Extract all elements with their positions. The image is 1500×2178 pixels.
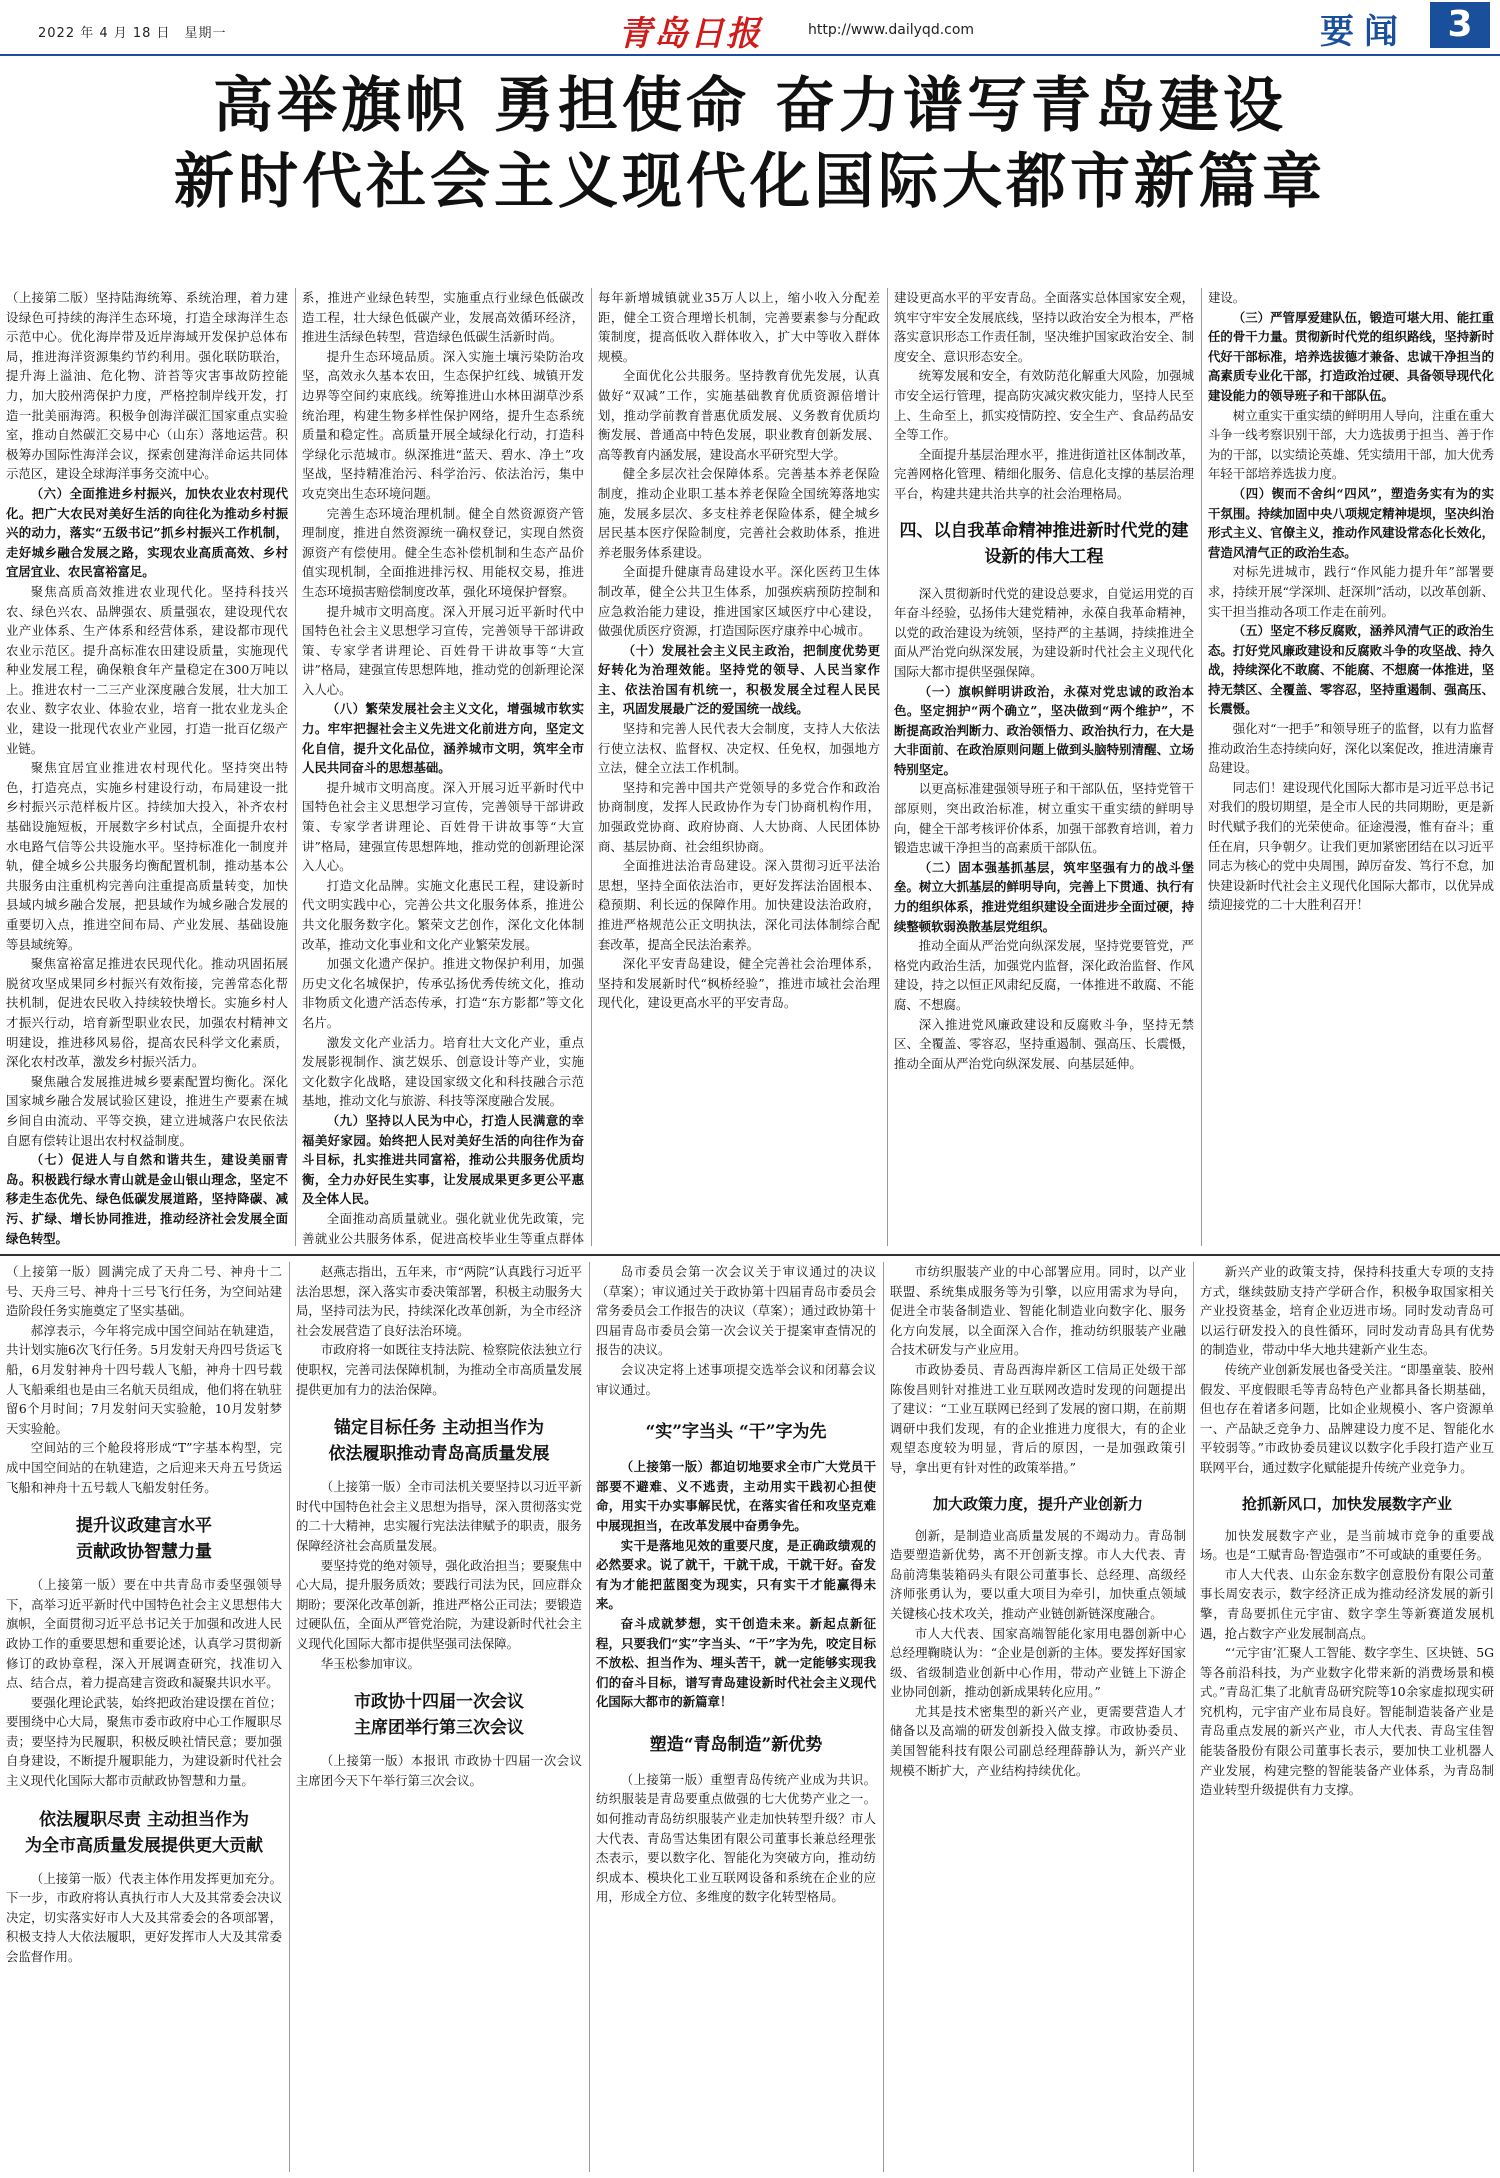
paragraph: 深入推进党风廉政建设和反腐败斗争，坚持无禁区、全覆盖、零容忍，坚持重遏制、强高压、长震慑，推动全面从严治党向纵深发展、向基层延伸。	[894, 1016, 1194, 1071]
paragraph: 郝淳表示，今年将完成中国空间站在轨建造，共计划实施6次飞行任务。5月发射天舟四号货运飞船，6月发射神舟十四号载人飞船，神舟十四号载人飞船乘组也是由三名航天员组成，他们将在轨驻留6个月时间；7月发射问天实验舱，10月发射梦天实验舱。	[6, 1322, 282, 1436]
subheading: （三）严管厚爱建队伍，锻造可堪大用、能扛重任的骨干力量。贯彻新时代党的组织路线，坚持新时代好干部标准，培养选拔德才兼备、忠诚干净担当的高素质专业化干部，打造政治过硬、具备领导现代化建设能力的领导班子和干部队伍。	[1208, 309, 1494, 403]
paragraph: （上接第一版）代表主体作用发挥更加充分。下一步，市政府将认真执行市人大及其常委会决议决定，切实落实好市人大及其常委会的各项部署，积极支持人大依法履职，更好发挥市人大及其常委会监督作用。	[6, 1870, 282, 1965]
paragraph: 实干是落地见效的重要尺度，是正确政绩观的必然要求。说了就干，干就干成，干就干好。奋发有为才能把蓝图变为现实，只有实干才能赢得未来。	[596, 1537, 876, 1612]
paragraph: 全面提升健康青岛建设水平。深化医药卫生体制改革，健全公共卫生体系，加强疾病预防控制和应急救治能力建设，推进国家区域医疗中心建设，做强优质医疗资源，打造国际医疗康养中心城市。	[598, 564, 880, 639]
paragraph: （上接第一版）重塑青岛传统产业成为共识。纺织服装是青岛要重点做强的七大优势产业之一。如何推动青岛纺织服装产业走加快转型升级？市人大代表、青岛雪达集团有限公司董事长兼总经理张杰表示，要以数字化、智能化为突破方向，推动纺织成本、模块化工业互联网设备和系统在企业的应用，形成全方位、多维度的数字化转型格局。	[596, 1771, 876, 1905]
paragraph: 深入贯彻新时代党的建设总要求，自觉运用党的百年奋斗经验，弘扬伟大建党精神，永葆自我革命精神，以党的政治建设为统领，坚持严的主基调，持续推进全面从严治党向纵深发展，为建设新时代社会主义现代化国际大都市提供坚强保障。	[894, 585, 1194, 679]
bottom-column-3	[596, 1262, 876, 2172]
paragraph: 加快发展数字产业，是当前城市竞争的重要战场。也是“工赋青岛·智造强市”不可或缺的重要任务。	[1200, 1527, 1494, 1563]
paragraph: 坚持和完善中国共产党领导的多党合作和政治协商制度，发挥人民政协作为专门协商机构作用，加强政党协商、政府协商、人大协商、人民团体协商、基层协商、社会组织协商。	[598, 779, 880, 854]
paragraph: 坚持和完善人民代表大会制度，支持人大依法行使立法权、监督权、决定权、任免权，加强地方立法，健全立法工作机制。	[598, 721, 880, 776]
article-title-line-1: 提升议政建言水平	[76, 1516, 212, 1537]
paragraph: 建设。	[1208, 290, 1246, 305]
paragraph: 树立重实干重实绩的鲜明用人导向，注重在重大斗争一线考察识别干部，大力选拔勇于担当、善于作为的干部，以实绩论英雄、凭实绩用干部，加大优秀年轻干部培养选拔力度。	[1208, 407, 1494, 482]
column-divider	[589, 1262, 590, 2172]
paragraph: 深化平安青岛建设，健全完善社会治理体系，坚持和发展新时代“枫桥经验”，推进市域社会治理现代化，建设更高水平的平安青岛。	[598, 956, 880, 1011]
column-divider	[1193, 1262, 1194, 2172]
article-title-line-2: 依法履职推动青岛高质量发展	[328, 1444, 550, 1465]
article-title-line-2: 为全市高质量发展提供更大贡献	[25, 1835, 263, 1856]
paragraph: （上接第一版）全市司法机关要坚持以习近平新时代中国特色社会主义思想为指导，深入贯彻落实党的二十大精神，忠实履行宪法法律赋予的职责，服务保障经济社会高质量发展。	[296, 1479, 582, 1553]
paragraph: （上接第二版）坚持陆海统筹、系统治理，着力建设绿色可持续的海洋生态环境，打造全球海洋生态示范中心。优化海岸带及近岸海域开发保护总体布局，推进海洋资源集约节约利用。强化联防联治，提升海上溢油、危化物、浒苔等灾害事故防控能力，加大胶州湾保护力度，严格控制岸线开发，打造一批美丽海湾。积极争创海洋碳汇国家重点实验室，推动自然碳汇交易中心（山东）落地运营。积极筹办国际性海洋会议，探索创建海洋命运共同体示范区，建设全球海洋事务交流中心。	[6, 290, 288, 482]
paragraph: 传统产业创新发展也备受关注。“即墨童装、胶州假发、平度假眼毛等青岛特色产业都具备长期基础，但也存在着诸多问题，比如企业规模小、客户资源单一、产品缺乏竞争力、品牌建设力度不足、智能化水平较弱等。”市政协委员建议以数字化手段打造产业互联网平台，通过数字化赋能提升传统产业竞争力。	[1200, 1361, 1494, 1475]
paragraph: 聚焦富裕富足推进农民现代化。推动巩固拓展脱贫攻坚成果同乡村振兴有效衔接，完善常态化帮扶机制，促进农民收入持续较快增长。实施乡村人才振兴行动，培育新型职业农民，加强农村精神文明建设，推进移风易俗，提高农民科学文化素质，深化农村改革，激发乡村振兴活力。	[6, 956, 288, 1070]
column-divider	[887, 288, 888, 1246]
paragraph: （上接第一版）圆满完成了天舟二号、神舟十二号、天舟三号、神舟十三号飞行任务，为空间站建造阶段任务实施奠定了坚实基础。	[6, 1264, 282, 1319]
bottom-column-1	[6, 1262, 282, 2172]
page-number: 3	[1430, 2, 1490, 48]
paragraph: 全面提升基层治理水平，推进街道社区体制改革，完善网格化管理、精细化服务、信息化支撑的基层治理平台，构建共建共治共享的社会治理格局。	[894, 446, 1194, 501]
paragraph: 全面推进法治青岛建设。深入贯彻习近平法治思想，坚持全面依法治市，更好发挥法治固根本、稳预期、利长远的保障作用。加快建设法治政府，推进严格规范公正文明执法，深化司法体制综合配套改革，提高全民法治素养。	[598, 858, 880, 952]
subheading: （二）固本强基抓基层，筑牢坚强有力的战斗堡垒。树立大抓基层的鲜明导向，完善上下贯通、执行有力的组织体系，推进党组织建设全面进步全面过硬，持续整顿软弱涣散基层党组织。	[894, 859, 1194, 934]
article-title-line-1: 依法履职尽责 主动担当作为	[39, 1809, 249, 1830]
article-subtitle: 抢抓新风口，加快发展数字产业	[1241, 1494, 1452, 1513]
paragraph: “‘元宇宙’汇聚人工智能、数字孪生、区块链、5G等各前沿科技，为产业数字化带来新的消费场景和模式。”青岛汇集了北航青岛研究院等10余家虚拟现实研究机构，元宇宙产业布局良好。智能制造装备产业是青岛重点发展的新兴产业，市人大代表、青岛宝佳智能装备股份有限公司董事长表示，要加快工业机器人产业发展，构建完整的智能装备产业体系，为青岛制造业转型升级提供有力支撑。	[1200, 1645, 1494, 1798]
paragraph: 奋斗成就梦想，实干创造未来。新起点新征程，只要我们“实”字当头、“干”字为先，咬定目标不放松、担当作为、埋头苦干，就一定能够实现我们的奋斗目标，谱写青岛建设新时代社会主义现代化国际大都市的新篇章！	[596, 1615, 876, 1710]
newspaper-logo: 青岛日报	[618, 14, 762, 54]
paragraph: 市人大代表、山东金东数字创意股份有限公司董事长周安表示，数字经济正成为推动经济发展的新引擎，青岛要抓住元宇宙、数字孪生等新赛道发展机遇，抢占数字产业发展制高点。	[1200, 1566, 1494, 1641]
paragraph: 创新，是制造业高质量发展的不竭动力。青岛制造要塑造新优势，离不开创新支撑。市人大代表、青岛前湾集装箱码头有限公司董事长、总经理、高级经济师张勇认为，要以重大项目为牵引，加快重点领域关键核心技术攻关，推动产业链创新链深度融合。	[890, 1527, 1186, 1621]
article-subtitle: 加大政策力度，提升产业创新力	[932, 1494, 1143, 1513]
paragraph: 健全多层次社会保障体系。完善基本养老保险制度，推动企业职工基本养老保险全国统筹落地实施，发展多层次、多支柱养老保险体系，健全城乡居民基本医疗保险制度，完善社会救助体系，推进养老服务体系建设。	[598, 466, 880, 560]
subheading: （四）锲而不舍纠“四风”，塑造务实有为的实干氛围。持续加固中央八项规定精神堤坝，坚决纠治形式主义、官僚主义，推动作风建设常态化长效化，营造风清气正的政治生态。	[1208, 485, 1494, 560]
bottom-column-4	[890, 1262, 1186, 2172]
paragraph: （上接第一版）都迫切地要求全市广大党员干部要不避难、义不逃责，主动用实干践初心担使命，用实干办实事解民忧，在落实省任和攻坚克难中展现担当，在改革发展中奋勇争先。	[596, 1459, 876, 1533]
bottom-column-5	[1200, 1262, 1494, 2172]
column-divider	[591, 288, 592, 1246]
masthead	[0, 0, 1500, 56]
subheading: （七）促进人与自然和谐共生，建设美丽青岛。积极践行绿水青山就是金山银山理念，坚定不移走生态优先、绿色低碳发展道路，坚持降碳、减污、扩绿、增长协同推进，推动经济社会发展全面绿色转型。	[6, 1152, 288, 1246]
paragraph: 加强文化遗产保护。推进文物保护利用，加强历史文化名城保护，传承弘扬优秀传统文化，推动非物质文化遗产活态传承，打造“东方影都”等文化名片。	[302, 956, 584, 1030]
article-title	[296, 1689, 582, 1741]
article-title	[296, 1415, 582, 1467]
article-title: “实”字当头 “干”字为先	[645, 1422, 827, 1443]
top-article-column-2	[302, 288, 584, 1246]
subheading: （一）旗帜鲜明讲政治，永葆对党忠诚的政治本色。坚定拥护“两个确立”，坚决做到“两个维护”，不断提高政治判断力、政治领悟力、政治执行力，在大是大非面前、在政治原则问题上做到头脑特别清醒、立场特别坚定。	[894, 683, 1194, 777]
subheading: （九）坚持以人民为中心，打造人民满意的幸福美好家园。始终把人民对美好生活的向往作为奋斗目标，扎实推进共同富裕，推动公共服务优质均衡，全力办好民生实事，让发展成果更多更公平惠及全体人民。	[302, 1112, 584, 1207]
article-title	[6, 1807, 282, 1859]
paragraph: 完善生态环境治理机制。健全自然资源资产管理制度，推进自然资源统一确权登记，实现自然资源资产有偿使用。健全生态补偿机制和生态产品价值实现机制，全面推进排污权、用能权交易，推进生态环境损害赔偿制度改革，强化环境保护督察。	[302, 505, 584, 599]
headline-line-1: 高举旗帜 勇担使命 奋力谱写青岛建设	[213, 71, 1287, 141]
paragraph: 空间站的三个舱段将形成“T”字基本构型，完成中国空间站的在轨建造，之后迎来天舟五号货运飞船和神舟十五号载人飞船发射任务。	[6, 1440, 282, 1495]
article-title-line-2: 贡献政协智慧力量	[76, 1542, 212, 1563]
paragraph: 新兴产业的政策支持，保持科技重大专项的支持方式，继续鼓励支持产学研合作，积极争取国家相关产业投资基金，培育企业迈进市场。同时发动青岛可以运行研发投入的良性循环，同时发动青岛具有优势的制造业，带动中华大地共建新产业生态。	[1200, 1264, 1494, 1358]
paragraph: 打造文化品牌。实施文化惠民工程，建设新时代文明实践中心，完善公共文化服务体系，推进公共文化服务数字化。繁荣文艺创作，深化文化体制改革，推动文化事业和文化产业繁荣发展。	[302, 877, 584, 952]
column-divider	[295, 288, 296, 1246]
paragraph: 激发文化产业活力。培育壮大文化产业，重点发展影视制作、演艺娱乐、创意设计等产业，实施文化数字化战略，建设国家级文化和科技融合示范基地，推动文化与旅游、科技等深度融合发展。	[302, 1034, 584, 1109]
paragraph: 对标先进城市，践行“作风能力提升年”部署要求，持续开展“学深圳、赶深圳”活动，以改革创新、实干担当推动各项工作走在前列。	[1208, 564, 1494, 619]
paragraph: 聚焦高质高效推进农业现代化。坚持科技兴农、绿色兴农、品牌强农、质量强农，建设现代农业产业体系、生产体系和经营体系，建设都市现代农业示范区。提升高标准农田建设质量，实施现代种业发展工程，确保粮食年产量稳定在300万吨以上。推进农村一二三产业深度融合发展，壮大加工农业、数字农业、体验农业，培育一批农业龙头企业，建设一批现代农业产业园，打造一批百亿级产业链。	[6, 583, 288, 756]
issue-date: 2022 年 4 月 18 日 星期一	[38, 26, 227, 41]
paragraph: 每年新增城镇就业35万人以上，缩小收入分配差距，健全工资合理增长机制，完善要素参与分配政策制度，提高低收入群体收入，扩大中等收入群体规模。	[598, 290, 880, 364]
top-article-column-5	[1208, 288, 1494, 1246]
paragraph: 市政协委员、青岛西海岸新区工信局正处级干部陈俊昌则针对推进工业互联网改造时发现的问题提出了建议：“工业互联网已经到了发展的窗口期，在前期调研中我们发现，有的企业推进力度很大，有的企业观望态度较为明显，背后的原因，一是加强政策引导，拿出更有针对性的政策举措。”	[890, 1361, 1186, 1475]
paragraph: 建设更高水平的平安青岛。全面落实总体国家安全观，筑牢守牢安全发展底线，坚持以政治安全为根本，严格落实意识形态工作责任制，坚决维护国家政治安全、制度安全、意识形态安全。	[894, 290, 1194, 364]
paragraph: 同志们！建设现代化国际大都市是习近平总书记对我们的殷切期望，是全市人民的共同期盼，更是新时代赋予我们的光荣使命。征途漫漫，惟有奋斗；重任在肩，只争朝夕。让我们更加紧密团结在以习近平同志为核心的党中央周围，踔厉奋发、笃行不怠，加快建设新时代社会主义现代化国际大都市，以优异成绩迎接党的二十大胜利召开！	[1208, 779, 1494, 913]
paragraph: （上接第一版）要在中共青岛市委坚强领导下，高举习近平新时代中国特色社会主义思想伟大旗帜，全面贯彻习近平总书记关于加强和改进人民政协工作的重要思想和重要论述，认真学习贯彻新修订的政协章程，深入开展调查研究，找准切入点、结合点，着力提高建言资政和凝聚共识水平。	[6, 1577, 282, 1691]
article-title-line-2: 主席团举行第三次会议	[354, 1718, 524, 1739]
paragraph: （上接第一版）本报讯 市政协十四届一次会议主席团今天下午举行第三次会议。	[296, 1753, 582, 1788]
paragraph: 市人大代表、国家高端智能化家用电器创新中心总经理鞠晓认为：“企业是创新的主体。要发挥好国家级、省级制造业创新中心作用，带动产业链上下游企业协同创新，推动创新成果转化应用。”	[890, 1625, 1186, 1700]
paragraph: 提升城市文明高度。深入开展习近平新时代中国特色社会主义思想学习宣传，完善领导干部讲政策、专家学者讲理论、百姓骨干讲故事等“大宣讲”格局，建强宣传思想阵地，推动党的创新理论深入人心。	[302, 603, 584, 697]
bottom-column-2	[296, 1262, 582, 2172]
subheading: （五）坚定不移反腐败，涵养风清气正的政治生态。打好党风廉政建设和反腐败斗争的攻坚战、持久战，持续深化不敢腐、不能腐、不想腐一体推进，坚持无禁区、全覆盖、零容忍，坚持重遏制、强高压、长震慑。	[1208, 623, 1494, 717]
column-divider	[883, 1262, 884, 2172]
paragraph: 要坚持党的绝对领导，强化政治担当；要聚焦中心大局，提升服务质效；要践行司法为民，回应群众期盼；要深化改革创新，推进严格公正司法；要锻造过硬队伍，全面从严管党治院，为建设新时代社会主义现代化国际大都市提供坚强司法保障。	[296, 1557, 582, 1651]
paragraph: 要强化理论武装，始终把政治建设摆在首位；要围绕中心大局，聚焦市委市政府中心工作履职尽责；要坚持为民履职，积极反映社情民意；要加强自身建设，不断提升履职能力，为建设新时代社会主义现代化国际大都市贡献政协智慧和力量。	[6, 1694, 282, 1789]
subheading: （六）全面推进乡村振兴，加快农业农村现代化。把广大农民对美好生活的向往化为推动乡村振兴的动力，落实“五级书记”抓乡村振兴工作机制，走好城乡融合发展之路，实现农业高质高效、乡村宜居宜业、农民富裕富足。	[6, 485, 288, 580]
headline-line-2: 新时代社会主义现代化国际大都市新篇章	[174, 147, 1326, 217]
paragraph: 赵燕志指出，五年来，市“两院”认真践行习近平法治思想，深入落实市委决策部署，积极主动服务大局，坚持司法为民，持续深化改革创新，为全市经济社会发展营造了良好法治环境。	[296, 1264, 582, 1338]
main-headline	[0, 68, 1500, 220]
paragraph: 聚焦宜居宜业推进农村现代化。坚持突出特色，打造亮点，实施乡村建设行动，布局建设一批乡村振兴示范样板片区。持续加大投入，补齐农村基础设施短板，开展数字乡村试点，全面提升农村水电路气信等公共设施水平。坚持标准化一制度并轨，健全城乡公共服务均衡配置机制，推动基本公共服务由注重机构完善向注重提高质量转变，加快县域内城乡融合发展，把县域作为城乡融合发展的重要切入点，推进空间布局、产业发展、基础设施等县域统筹。	[6, 760, 288, 952]
paragraph: 尤其是技术密集型的新兴产业，更需要营造人才储备以及高端的研发创新投入做支撑。市政协委员、美国智能科技有限公司副总经理薛静认为，新兴产业规模不断扩大，产业结构持续优化。	[890, 1703, 1186, 1778]
paragraph: 市纺织服装产业的中心部署应用。同时，以产业联盟、系统集成服务等为引擎，以应用需求为导向，促进全市装备制造业、智能化制造业向数字化、服务化方向发展，以全面深入合作，推动纺织服装产业融合技术研发与产业应用。	[890, 1264, 1186, 1358]
paragraph: 聚焦融合发展推进城乡要素配置均衡化。深化国家城乡融合发展试验区建设，推进生产要素在城乡间自由流动、平等交换，建立进城落户农民依法自愿有偿转让退出农村权益制度。	[6, 1073, 288, 1148]
article-title: 塑造“青岛制造”新优势	[649, 1734, 823, 1755]
column-divider	[289, 1262, 290, 2172]
subheading: （十）发展社会主义民主政治，把制度优势更好转化为治理效能。坚持党的领导、人民当家作主、依法治国有机统一，积极发展全过程人民民主，巩固发展最广泛的爱国统一战线。	[598, 642, 880, 717]
subheading: （八）繁荣发展社会主义文化，增强城市软实力。牢牢把握社会主义先进文化前进方向，坚定文化自信，提升文化品位，涵养城市文明，筑牢全市人民共同奋斗的思想基础。	[302, 701, 584, 776]
article-title-line-1: 市政协十四届一次会议	[354, 1692, 524, 1713]
paragraph: 岛市委员会第一次会议关于审议通过的决议（草案）；审议通过关于政协第十四届青岛市委员会常务委员会工作报告的决议（草案）；通过政协第十四届青岛市委员会第一次会议关于提案审查情况的报告的决议。	[596, 1264, 876, 1358]
website-link[interactable]: http://www.dailyqd.com	[808, 22, 975, 38]
column-divider	[1201, 288, 1202, 1246]
section-heading: 四、以自我革命精神推进新时代党的建设新的伟大工程	[899, 520, 1189, 567]
article-title-line-1: 锚定目标任务 主动担当作为	[334, 1418, 544, 1439]
paragraph: 提升城市文明高度。深入开展习近平新时代中国特色社会主义思想学习宣传，完善领导干部讲政策、专家学者讲理论、百姓骨干讲故事等“大宣讲”格局，建强宣传思想阵地，推动党的创新理论深入人心。	[302, 779, 584, 874]
paragraph: 推动全面从严治党向纵深发展，坚持党要管党，严格党内政治生活，加强党内监督，深化政治监督、作风建设，持之以恒正风肃纪反腐，一体推进不敢腐、不能腐、不想腐。	[894, 938, 1194, 1012]
paragraph: 市政府将一如既往支持法院、检察院依法独立行使职权，完善司法保障机制，为推动全市高质量发展提供更加有力的法治保障。	[296, 1342, 582, 1397]
paragraph: 会议决定将上述事项提交选举会议和闭幕会议审议通过。	[596, 1361, 876, 1397]
paragraph: 提升生态环境品质。深入实施土壤污染防治攻坚，高效永久基本农田，生态保护红线、城镇开发边界等空间约束底线。统筹推进山水林田湖草沙系统治理，构建生物多样性保护网络，提升生态系统质量和稳定性。高质量开展全域绿化行动，打造科学绿化示范城市。纵深推进“蓝天、碧水、净土”攻坚战，坚持精准治污、科学治污、依法治污，集中攻克突出生态环境问题。	[302, 348, 584, 501]
top-article-column-4	[894, 288, 1194, 1246]
paragraph: 系，推进产业绿色转型，实施重点行业绿色低碳改造工程，壮大绿色低碳产业，发展高效循环经济，推进生活绿色转型，营造绿色低碳生活新时尚。	[302, 290, 584, 345]
paragraph: 强化对“一把手”和领导班子的监督，以有力监督推动政治生态持续向好，深化以案促改，推进清廉青岛建设。	[1208, 721, 1494, 776]
section-rule	[0, 1254, 1500, 1256]
article-title	[6, 1513, 282, 1565]
paragraph: 以更高标准建强领导班子和干部队伍，坚持党管干部原则，突出政治标准，树立重实干重实绩的鲜明导向，健全干部考核评价体系，加强干部教育培训，着力锻造忠诚干净担当的高素质干部队伍。	[894, 781, 1194, 856]
top-article-column-1	[6, 288, 288, 1246]
paragraph: 统筹发展和安全，有效防范化解重大风险，加强城市安全运行管理，提高防灾减灾救灾能力，坚持人民至上、生命至上，抓实疫情防控、安全生产、食品药品安全等工作。	[894, 368, 1194, 443]
paragraph: 全面推动高质量就业。强化就业优先政策，完善就业公共服务体系，促进高校毕业生等重点群体	[302, 1210, 584, 1246]
top-article-column-3	[598, 288, 880, 1246]
paragraph: 华玉松参加审议。	[320, 1655, 420, 1671]
paragraph: 全面优化公共服务。坚持教育优先发展，认真做好“双减”工作，实施基础教育优质资源倍增计划，推动学前教育普惠优质发展、义务教育优质均衡发展、普通高中特色发展，职业教育创新发展、高等教育内涵发展，建设高水平研究型大学。	[598, 368, 880, 462]
section-name: 要闻	[1320, 12, 1408, 52]
